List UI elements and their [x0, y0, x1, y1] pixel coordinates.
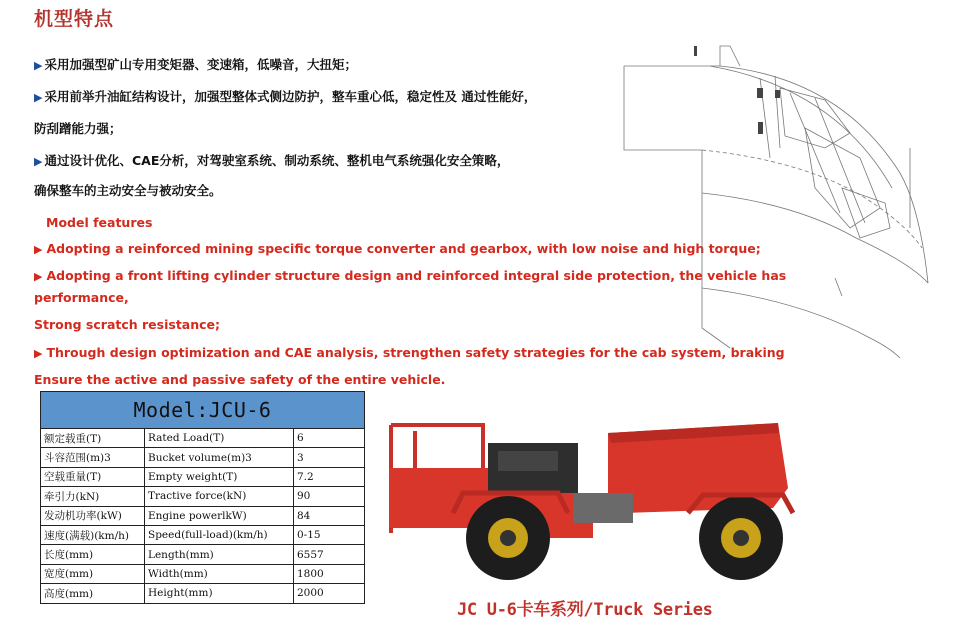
truck-photo	[383, 413, 803, 588]
table-row	[41, 525, 365, 544]
table-row	[41, 545, 365, 564]
row-label-en: Tractive force(kN)	[145, 487, 294, 506]
row-value: 1800	[294, 564, 365, 583]
table-row	[41, 564, 365, 583]
row-label-cn: 长度(mm)	[41, 545, 145, 564]
feature-cn-3-cont: 确保整车的主动安全与被动安全。	[34, 183, 222, 198]
model-header: Model:JCU-6	[41, 392, 365, 429]
table-row	[41, 467, 365, 486]
table-row	[41, 429, 365, 448]
row-label-en: Speed(full-load)(km/h)	[145, 525, 294, 544]
bullet-triangle-icon: ▶	[34, 347, 43, 360]
bullet-triangle-icon: ▶	[34, 59, 43, 72]
row-label-en: Width(mm)	[145, 564, 294, 583]
feature-en-2-cont: performance,	[34, 290, 129, 305]
row-label-cn: 斗容范围(m)3	[41, 448, 145, 467]
feature-cn-3: ▶ 通过设计优化、CAE分析，对驾驶室系统、制动系统、整机电气系统强化安全策略，	[34, 153, 510, 168]
row-label-cn: 空载重量(T)	[41, 467, 145, 486]
row-label-cn: 宽度(mm)	[41, 564, 145, 583]
feature-en-3: ▶ Through design optimization and CAE analysis, strengthen safety strategies for the cab system, braking	[34, 345, 785, 360]
table-row	[41, 506, 365, 525]
row-label-en: Rated Load(T)	[145, 429, 294, 448]
row-label-cn: 速度(满载)(km/h)	[41, 525, 145, 544]
turning-radius-drawing	[610, 38, 940, 368]
features-en-heading: Model features	[46, 215, 153, 230]
row-label-en: Bucket volume(m)3	[145, 448, 294, 467]
row-value: 2000	[294, 584, 365, 603]
row-label-en: Length(mm)	[145, 545, 294, 564]
row-value: 7.2	[294, 467, 365, 486]
bullet-triangle-icon: ▶	[34, 155, 43, 168]
wheel	[466, 496, 550, 580]
feature-en-1: ▶ Adopting a reinforced mining specific torque converter and gearbox, with low noise and high torque;	[34, 241, 761, 256]
table-row	[41, 584, 365, 603]
row-value: 6557	[294, 545, 365, 564]
table-row	[41, 448, 365, 467]
feature-cn-1: ▶ 采用加强型矿山专用变矩器、变速箱，低噪音，大扭矩；	[34, 57, 357, 72]
row-label-en: Height(mm)	[145, 584, 294, 603]
feature-en-2: ▶ Adopting a front lifting cylinder structure design and reinforced integral side protection, the vehicle has	[34, 268, 787, 283]
feature-en-2-cont2: Strong scratch resistance;	[34, 317, 221, 332]
bullet-triangle-icon: ▶	[34, 91, 43, 104]
row-value: 6	[294, 429, 365, 448]
row-value: 84	[294, 506, 365, 525]
bullet-triangle-icon: ▶	[34, 270, 43, 283]
feature-cn-2-cont: 防刮蹭能力强；	[34, 121, 122, 136]
bullet-triangle-icon: ▶	[34, 243, 43, 256]
caption: JC U-6卡车系列/Truck Series	[457, 600, 713, 620]
row-label-cn: 发动机功率(kW)	[41, 506, 145, 525]
feature-en-3-cont: Ensure the active and passive safety of the entire vehicle.	[34, 372, 446, 387]
table-row	[41, 487, 365, 506]
row-label-cn: 额定载重(T)	[41, 429, 145, 448]
row-label-en: Empty weight(T)	[145, 467, 294, 486]
spec-table	[40, 391, 365, 604]
row-value: 0-15	[294, 525, 365, 544]
row-label-cn: 牵引力(kN)	[41, 487, 145, 506]
row-label-cn: 高度(mm)	[41, 584, 145, 603]
row-value: 90	[294, 487, 365, 506]
wheel	[699, 496, 783, 580]
feature-cn-2: ▶ 采用前举升油缸结构设计，加强型整体式侧边防护，整车重心低，稳定性及 通过性能好，	[34, 89, 537, 104]
row-label-en: Engine powerlkW)	[145, 506, 294, 525]
section-title: 机型特点	[34, 8, 115, 30]
row-value: 3	[294, 448, 365, 467]
